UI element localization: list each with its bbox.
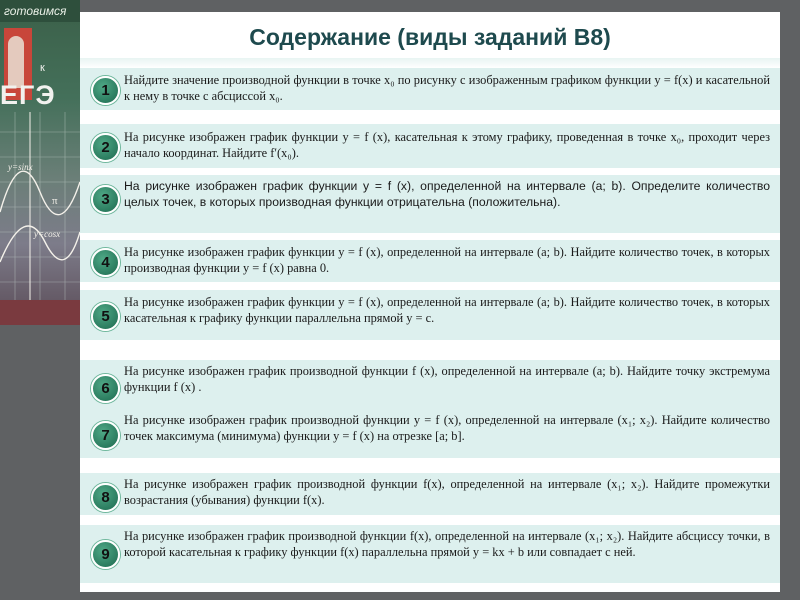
cover-label-sinx: y=sinx xyxy=(8,162,33,172)
task-number-badge: 3 xyxy=(91,185,120,214)
task-row-1 xyxy=(80,68,780,110)
task-text: На рисунке изображен график функции y = f (x), касательная к этому графику, проведенная в точке x₀, проходит через начало координат. Найдите f′(x₀). xyxy=(124,130,770,160)
task-number-badge: 7 xyxy=(91,421,120,450)
task-number-badge: 8 xyxy=(91,483,120,512)
page-title: Содержание (виды заданий В8) xyxy=(249,24,611,50)
task-text: На рисунке изображен график производной функции f (x), определенной на интервале (a; b). Найдите точку экстремума функции f (x) . xyxy=(124,364,770,394)
cover-bottom-band xyxy=(0,300,80,325)
task-number-badge: 5 xyxy=(91,302,120,331)
task-number-badge: 6 xyxy=(91,374,120,403)
task-row-8 xyxy=(80,473,780,515)
task-row-7 xyxy=(80,408,780,458)
cover-label-cosx: y=cosx xyxy=(34,229,61,239)
cover-top-text: готовимся xyxy=(4,4,67,18)
task-text: Найдите значение производной функции в точке x₀ по рисунку с изображенным графиком функции y = f(x) и касательной к нему в точке с абсциссой x₀. xyxy=(124,73,770,103)
task-row-5 xyxy=(80,290,780,340)
task-number-badge: 2 xyxy=(91,133,120,162)
cover-grid xyxy=(0,112,80,325)
cover-label-pi: π xyxy=(52,195,58,207)
task-row-2 xyxy=(80,124,780,168)
cover-graph-illustration xyxy=(0,112,80,325)
task-row-3 xyxy=(80,175,780,233)
task-text: На рисунке изображен график производной функции f(x), определенной на интервале (x₁; x₂). Найдите абсциссу точки, в которой касательная к графику функции f(x) параллельна прямой y = kx + b или совпадает с ней. xyxy=(124,529,770,559)
textbook-cover-image xyxy=(0,0,80,325)
task-number-badge: 4 xyxy=(91,248,120,277)
cover-ege-text: ЕГЭ xyxy=(0,80,56,110)
task-row-6 xyxy=(80,360,780,410)
task-row-9 xyxy=(80,525,780,583)
task-text: На рисунке изображен график производной функции y = f (x), определенной на интервале (x₁; x₂). Найдите количество точек максимума (минимума) функции y = f (x) на отрезке [a; b]. xyxy=(124,413,770,443)
task-text: На рисунке изображен график производной функции f(x), определенной на интервале (x₁; x₂). Найдите промежутки возрастания (убывания) функции f(x). xyxy=(124,477,770,507)
content-card xyxy=(80,12,780,592)
task-number-badge: 1 xyxy=(91,76,120,105)
cover-k-letter: к xyxy=(40,62,45,74)
task-number-badge: 9 xyxy=(91,540,120,569)
task-text: На рисунке изображен график функции y = f (x), определенной на интервале (a; b). Определите количество целых точек, в которых производная функции отрицательна (положительна). xyxy=(124,179,770,209)
task-text: На рисунке изображен график функции y = f (x), определенной на интервале (a; b). Найдите количество точек, в которых производная функции y = f (x) равна 0. xyxy=(124,245,770,275)
task-row-4 xyxy=(80,240,780,282)
title-divider xyxy=(80,58,780,68)
task-text: На рисунке изображен график функции y = f (x), определенной на интервале (a; b). Найдите количество точек, в которых касательная к графику функции параллельна прямой y = c. xyxy=(124,295,770,325)
